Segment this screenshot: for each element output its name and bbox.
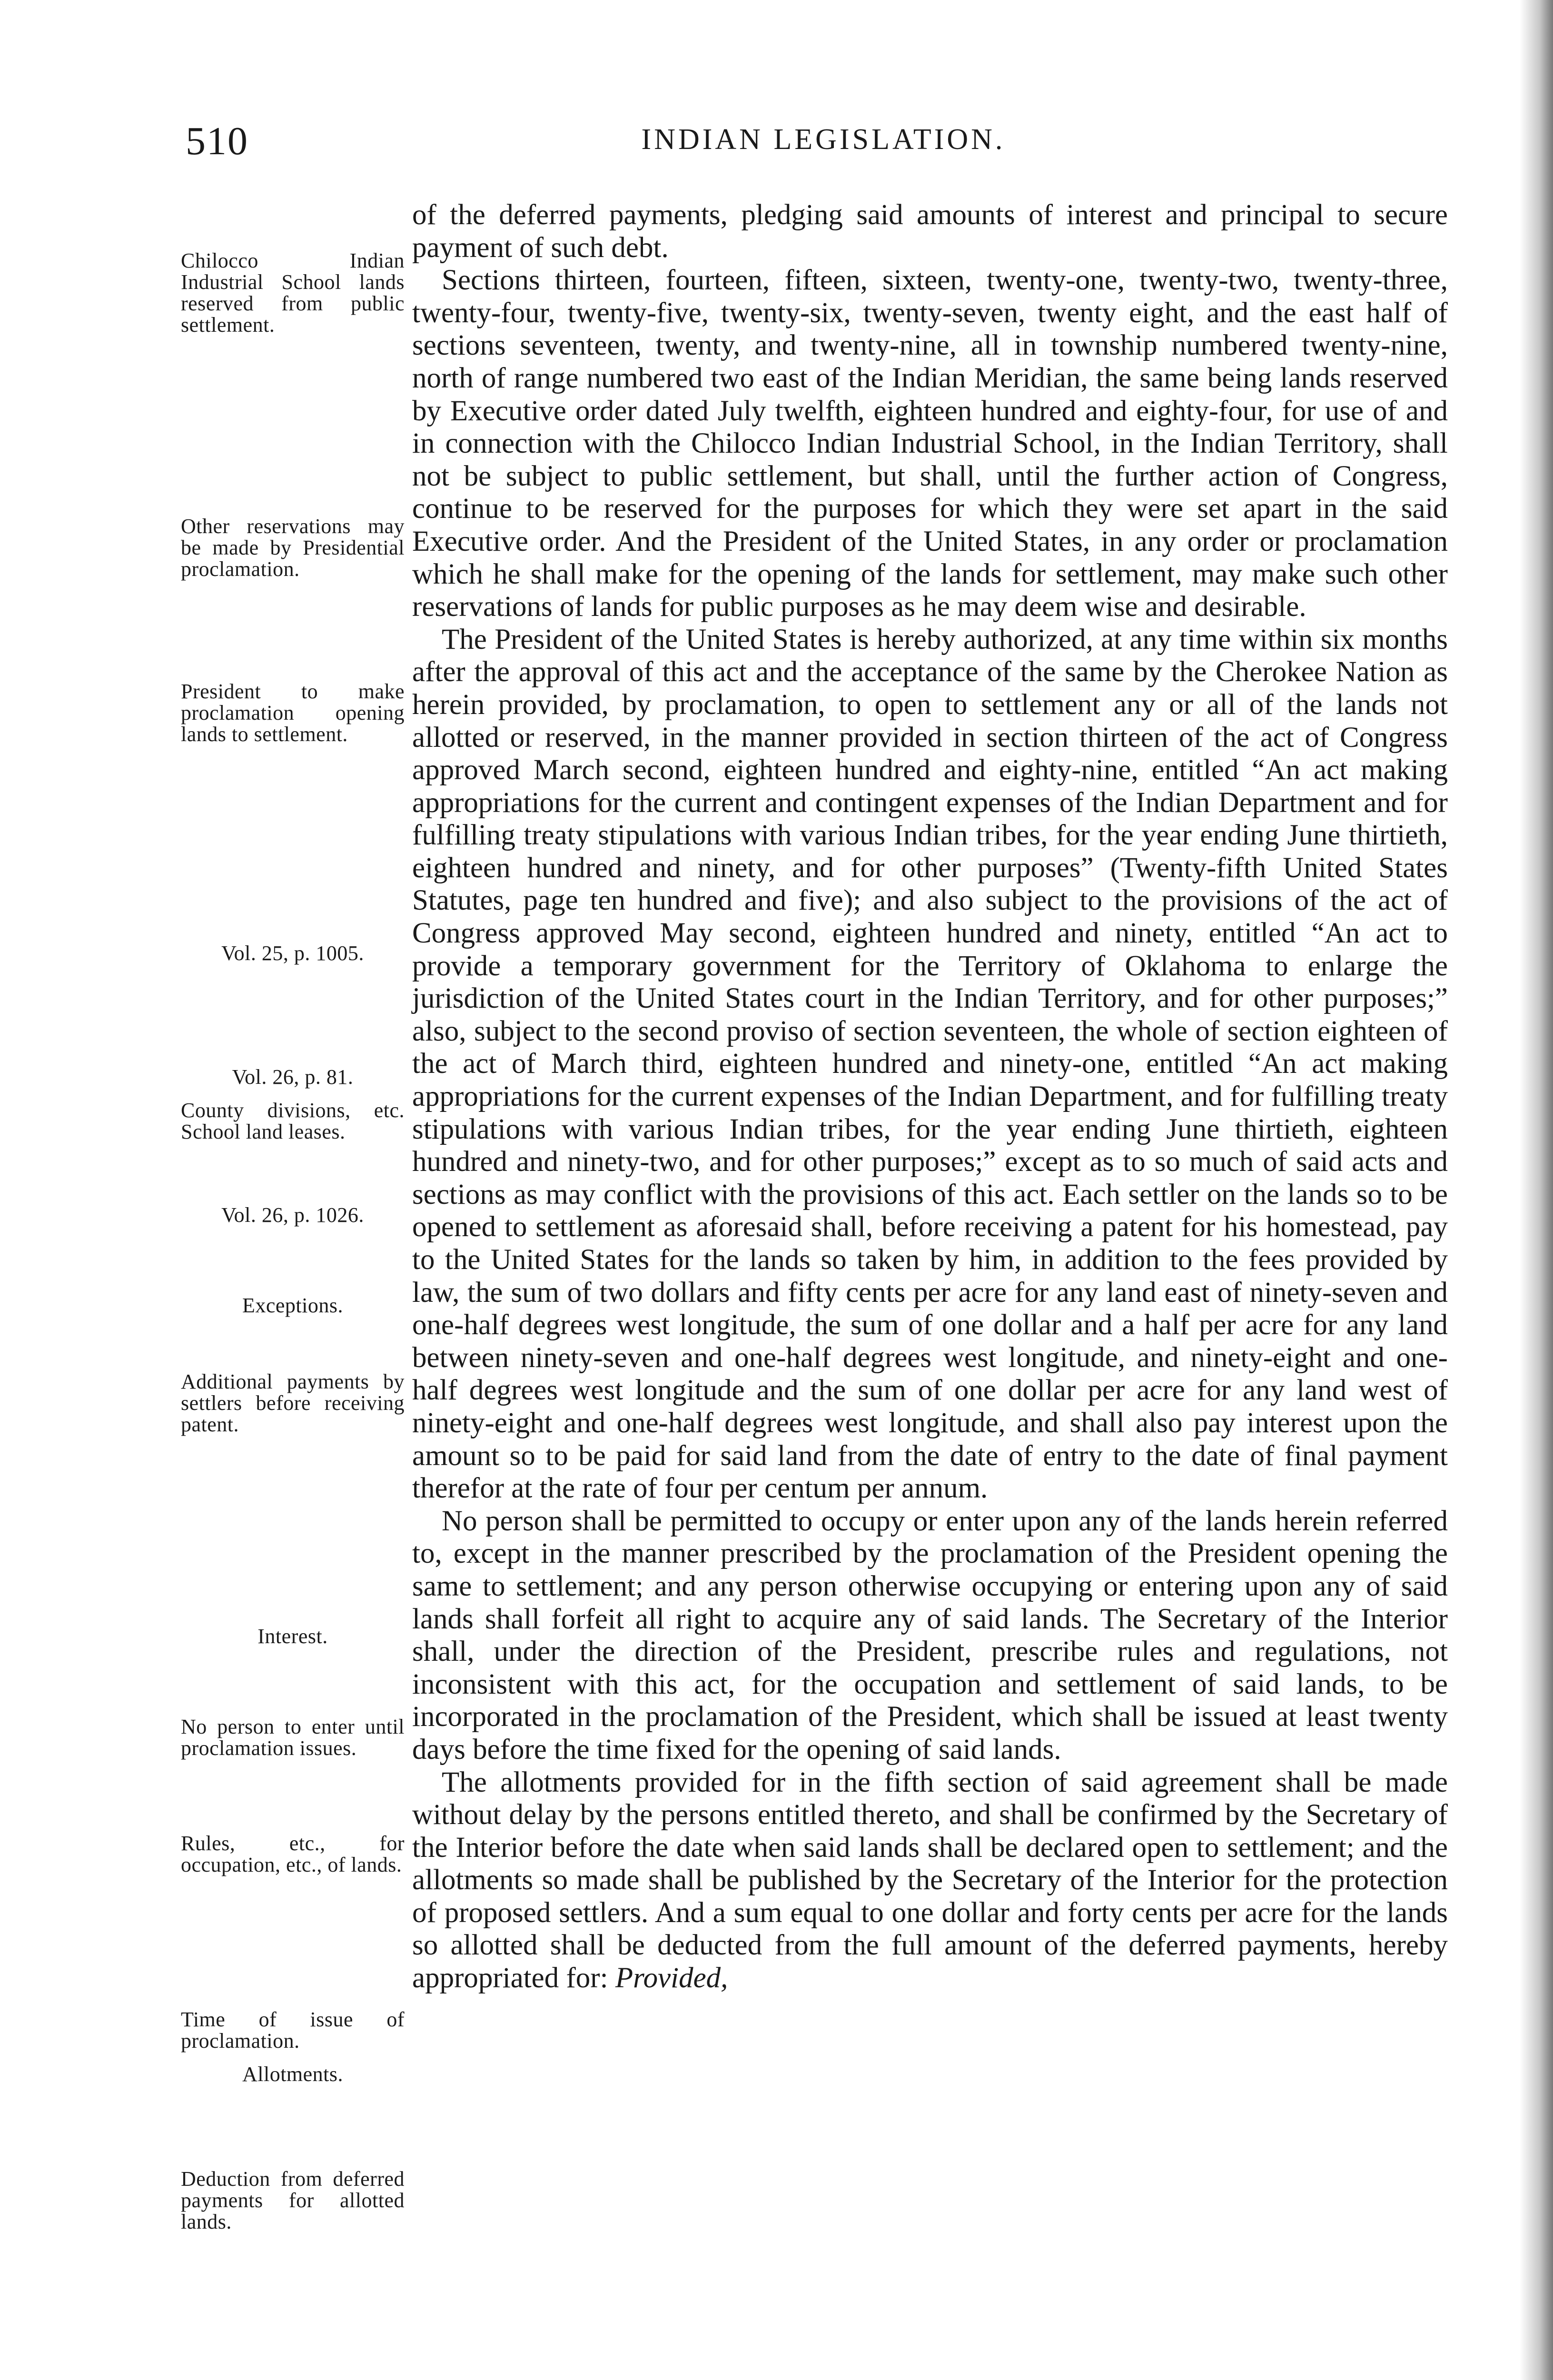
- paragraph-continuation: of the deferred payments, pledging said amounts of interest and principal to secure payment of such debt.: [412, 199, 1448, 264]
- body-text: [412, 199, 1448, 1995]
- running-title: INDIAN LEGISLATION.: [641, 123, 1006, 156]
- page-edge-shadow: [1520, 0, 1553, 2380]
- allotments-text: The allotments provided for in the fifth section of said agreement shall be made without delay by the persons entitled thereto, and shall be confirmed by the Secretary of the Interior before the date when said lands shall be declared open to settlement; and the allotments so made shall be published by the Secretary of the Interior for the protection of proposed settlers. And a sum equal to one dollar and forty cents per acre for the lands so allotted shall be deducted from the full amount of the deferred payments, hereby appropriated for:: [412, 1766, 1448, 1994]
- paragraph-allotments: [412, 1766, 1448, 1995]
- provided-italic: Provided,: [615, 1962, 728, 1994]
- margin-note-chilocco: Chilocco Indian Industrial School lands reserved from public settlement.: [181, 249, 405, 337]
- page-header: [186, 118, 1461, 161]
- margin-note-county-divisions: County divisions, etc. School land leases.: [181, 1099, 405, 1143]
- margin-note-time-of-issue: Time of issue of proclamation.: [181, 2008, 405, 2053]
- paragraph-no-person: No person shall be permitted to occupy or enter upon any of the lands herein referred to, except in the manner prescribed by the proclamation of the President opening the same to settlement; and any person otherwise occupying or entering upon any of said lands shall forfeit all right to acquire any of said lands. The Secretary of the Interior shall, under the direction of the President, prescribe rules and regulations, not inconsistent with this act, for the occupation and settlement of said lands, to be incorporated in the proclamation of the President, which shall be issued at least twenty days before the time fixed for the opening of said lands.: [412, 1505, 1448, 1765]
- margin-note-vol-26-p1026: Vol. 26, p. 1026.: [221, 1203, 364, 1227]
- margin-note-interest: Interest.: [257, 1625, 328, 1648]
- margin-note-rules: Rules, etc., for occupation, etc., of lands.: [181, 1832, 405, 1876]
- margin-note-deduction: Deduction from deferred payments for allotted lands.: [181, 2167, 405, 2233]
- paragraph-chilocco-sections: Sections thirteen, fourteen, fifteen, sixteen, twenty-one, twenty-two, twenty-three, twenty-four, twenty-five, twenty-six, twenty-seven, twenty eight, and the east half of sections seventeen, twenty, and twenty-nine, all in township numbered twenty-nine, north of range numbered two east of the Indian Meridian, the same being lands reserved by Executive order dated July twelfth, eighteen hundred and eighty-four, for use of and in connection with the Chilocco Indian Industrial School, in the Indian Territory, shall not be subject to public settlement, but shall, until the further action of Congress, continue to be reserved for the purposes for which they were set apart in the said Executive order. And the President of the United States, in any order or proclamation which he shall make for the opening of the lands for settlement, may make such other reservations of lands for public purposes as he may deem wise and desirable.: [412, 264, 1448, 623]
- margin-note-no-person: No person to enter until proclamation issues.: [181, 1715, 405, 1760]
- margin-note-vol-26-p81: Vol. 26, p. 81.: [232, 1065, 354, 1089]
- page-number: 510: [186, 119, 248, 163]
- margin-note-exceptions: Exceptions.: [242, 1294, 343, 1317]
- paragraph-president-authorized: The President of the United States is hereby authorized, at any time within six months after the approval of this act and the acceptance of the same by the Cherokee Nation as herein provided, by proclamation, to open to settlement any or all of the lands not allotted or reserved, in the manner provided in section thirteen of the act of Congress approved March second, eighteen hundred and eighty-nine, entitled “An act making appropriations for the current and contingent expenses of the Indian Department and for fulfilling treaty stipulations with various Indian tribes, for the year ending June thirtieth, eighteen hundred and ninety, and for other purposes” (Twenty-fifth United States Statutes, page ten hundred and five); and also subject to the provisions of the act of Congress approved May second, eighteen hundred and ninety, entitled “An act to provide a temporary government for the Territory of Oklahoma to enlarge the jurisdiction of the United States court in the Indian Territory, and for other purposes;” also, subject to the second proviso of section seventeen, the whole of section eighteen of the act of March third, eighteen hundred and ninety-one, entitled “An act making appropriations for the current expenses of the Indian Department, and for fulfilling treaty stipulations with various Indian tribes, for the year ending June thirtieth, eighteen hundred and ninety-two, and for other purposes;” except as to so much of said acts and sections as may conflict with the provisions of this act. Each settler on the lands so to be opened to settlement as aforesaid shall, before receiving a patent for his homestead, pay to the United States for the lands so taken by him, in addition to the fees provided by law, the sum of two dollars and fifty cents per acre for any land east of ninety-seven and one-half degrees west longitude, the sum of one dollar and a half per acre for any land between ninety-seven and one-half degrees west longitude, and ninety-eight and one-half degrees west longitude and the sum of one dollar per acre for any land west of ninety-eight and one-half degrees west longitude, and shall also pay interest upon the amount so to be paid for said land from the date of entry to the date of final payment therefor at the rate of four per centum per annum.: [412, 623, 1448, 1505]
- margin-note-vol-25: Vol. 25, p. 1005.: [221, 942, 364, 965]
- margin-note-president-proclamation: President to make proclamation opening lands to settlement.: [181, 680, 405, 746]
- margin-note-other-reservations: Other reservations may be made by Presidential proclamation.: [181, 515, 405, 581]
- margin-note-allotments: Allotments.: [242, 2063, 344, 2086]
- margin-note-additional-payments: Additional payments by settlers before receiving patent.: [181, 1370, 405, 1436]
